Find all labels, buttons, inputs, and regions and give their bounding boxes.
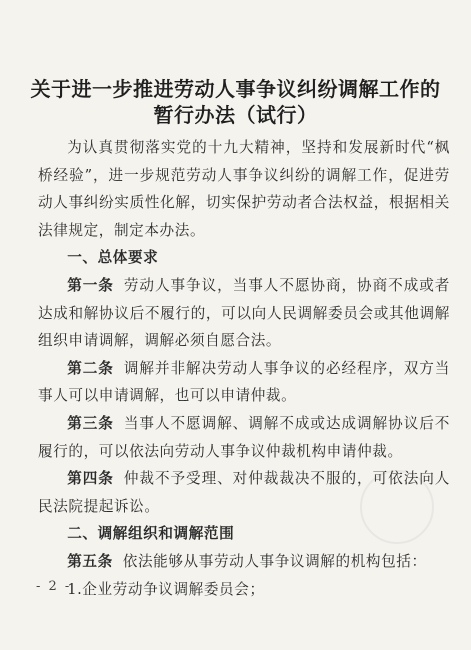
article-1	[38, 272, 450, 355]
article-4	[38, 465, 450, 520]
section-heading-mediation: 二、调解组织和调解范围	[67, 525, 235, 543]
article-1-text: 劳动人事争议，当事人不愿协商，协商不成或者达成和解协议后不履行的，可以向人民调解委员会或其他调解组织申请调解，调解必须自愿合法。	[38, 276, 450, 350]
page-number: - 2 -	[36, 579, 72, 594]
article-4-label: 第四条	[67, 470, 114, 488]
article-2-label: 第二条	[67, 359, 114, 377]
article-5-text: 依法能够从事劳动人事争议调解的机构包括：	[122, 552, 427, 570]
article-3-text: 当事人不愿调解、调解不成或达成调解协议后不履行的，可以依法向劳动人事争议仲裁机构申请仲裁。	[38, 414, 450, 460]
article-4-text: 仲裁不予受理、对仲裁裁决不服的，可依法向人民法院提起诉讼。	[38, 470, 450, 515]
article-3-label: 第三条	[67, 414, 114, 432]
article-5	[38, 548, 450, 576]
article-2-text: 调解并非解决劳动人事争议的必经程序，双方当事人可以申请调解，也可以申请仲裁。	[38, 359, 450, 405]
intro-paragraph: 为认真贯彻落实党的十九大精神，坚持和发展新时代“枫桥经验”，进一步规范劳动人事争议纠纷的调解工作，促进劳动人事纠纷实质性化解，切实保护劳动者合法权益，根据相关法律规定，制定本办法。	[38, 139, 450, 239]
article-1-label: 第一条	[67, 276, 114, 294]
document-body	[38, 134, 450, 603]
article-5-label: 第五条	[67, 552, 113, 570]
document-title-line1: 关于进一步推进劳动人事争议纠纷调解工作的	[30, 77, 441, 101]
list-item-1: 1.企业劳动争议调解委员会；	[67, 580, 265, 598]
article-3	[38, 410, 450, 465]
section-heading-general: 一、总体要求	[67, 249, 159, 267]
article-2	[38, 355, 450, 410]
document-title-line2: 暂行办法（试行）	[153, 103, 318, 127]
